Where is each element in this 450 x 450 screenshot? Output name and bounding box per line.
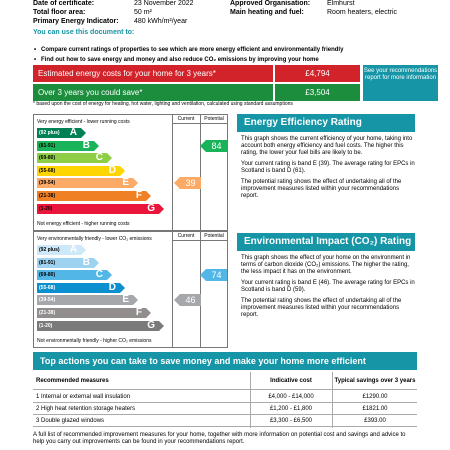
- measure-cost: £1,200 - £1,800: [269, 406, 313, 412]
- band-range: (1-20): [39, 322, 53, 329]
- band-arrow-tip: [159, 321, 164, 331]
- efficient-caption: Very energy efficient - lower running costs: [37, 119, 130, 125]
- band-f: [37, 308, 146, 318]
- intro-bullet: • Compare current ratings of properties to see which are more energy efficient and environmentally friendly: [41, 45, 343, 55]
- band-arrow-tip: [107, 153, 112, 163]
- band-c: [37, 153, 107, 163]
- column-divider: [200, 232, 201, 347]
- band-letter: C: [95, 152, 103, 164]
- intro-bullet: • Find out how to save energy and money and also reduce CO₂ emissions by improving your home: [41, 55, 343, 65]
- header-divider: [172, 240, 228, 241]
- energy-efficiency-heading: Energy Efficiency Rating: [237, 114, 415, 132]
- band-b: [37, 141, 94, 151]
- band-range: (39-54): [39, 180, 56, 187]
- current-rating-indicator: 39: [180, 177, 201, 189]
- band-letter: B: [82, 256, 90, 268]
- estimated-costs-label: Estimated energy costs for your home for 3 years*: [33, 65, 273, 82]
- potential-rating-indicator: 84: [206, 140, 227, 152]
- band-range: (69-80): [39, 272, 56, 279]
- energy-indicator-label: Primary Energy Indicator:: [33, 18, 119, 25]
- certificate-meta: [0, 0, 450, 27]
- band-letter: B: [82, 139, 90, 151]
- band-letter: F: [135, 190, 142, 201]
- band-f: [37, 191, 146, 201]
- header-cost: Indicative cost: [270, 378, 312, 384]
- recommendations-link[interactable]: See your recommendations report for more information: [363, 65, 438, 101]
- measure-cost: £3,300 - £6,500: [269, 418, 313, 424]
- band-e: [37, 178, 133, 188]
- band-arrow-tip: [120, 283, 125, 293]
- band-e: [37, 295, 133, 305]
- potential-header: Potential: [204, 116, 224, 122]
- band-range: (21-38): [39, 310, 56, 316]
- band-arrow-tip: [146, 191, 151, 201]
- estimated-costs-value: £4,794: [275, 65, 360, 82]
- band-g: [37, 321, 159, 331]
- current-rating-indicator: 46: [180, 294, 201, 306]
- unfriendly-caption: Not environmentally friendly - higher CO₂ emissions: [37, 338, 152, 344]
- band-letter: F: [135, 307, 142, 318]
- measure-savings: £393.00: [364, 418, 386, 424]
- savings-row: [33, 84, 361, 101]
- measure-cost: £4,000 - £14,000: [268, 394, 314, 400]
- table-row: [33, 391, 417, 403]
- ei-paragraph: Your current rating is band E (46). The average rating for EPCs in Scotland is band D (59).: [241, 280, 415, 293]
- band-arrow-tip: [94, 258, 99, 268]
- organisation-value: Elmhurst: [327, 0, 355, 7]
- floor-area-label: Total floor area:: [33, 9, 86, 16]
- band-range: (39-54): [39, 297, 56, 304]
- table-row: [33, 403, 417, 415]
- savings-label: Over 3 years you could save*: [33, 84, 273, 101]
- band-letter: A: [69, 244, 77, 255]
- inefficient-caption: Not energy efficient - higher running costs: [37, 221, 130, 227]
- measure-name: 2 High heat retention storage heaters: [36, 406, 136, 412]
- environmental-impact-text: [241, 255, 415, 323]
- band-range: (81-91): [39, 259, 56, 266]
- potential-header: Potential: [204, 233, 224, 239]
- column-divider: [172, 115, 173, 230]
- band-letter: A: [69, 127, 77, 138]
- date-label: Date of certificate:: [33, 0, 95, 7]
- floor-area-value: 50 m²: [134, 9, 152, 16]
- band-letter: D: [108, 164, 116, 176]
- header-savings: Typical savings over 3 years: [334, 378, 416, 384]
- table-row: [33, 415, 417, 427]
- band-d: [37, 166, 120, 176]
- band-range: (55-68): [39, 284, 56, 291]
- band-letter: G: [147, 202, 155, 214]
- band-letter: D: [108, 281, 116, 293]
- header-measures: Recommended measures: [36, 378, 109, 384]
- band-letter: C: [95, 269, 103, 281]
- measure-savings: £1290.00: [362, 394, 388, 400]
- band-arrow-tip: [133, 178, 138, 188]
- measure-name: 3 Double glazed windows: [36, 418, 105, 424]
- band-range: (1-20): [39, 205, 53, 212]
- ee-paragraph: The potential rating shows the effect of undertaking all of the improvement measures listed within your recommendations report.: [241, 179, 402, 199]
- band-d: [37, 283, 120, 293]
- date-value: 23 November 2022: [134, 0, 194, 7]
- band-arrow-tip: [81, 245, 86, 255]
- indicator-arrow-tip: [174, 177, 180, 189]
- measure-name: 1 Internal or external wall insulation: [36, 394, 131, 400]
- band-arrow-tip: [120, 166, 125, 176]
- ei-paragraph: This graph shows the effect of your home on the environment in terms of carbon dioxide (CO₂) emissions. The higher the rating, the less impact it has on the environment.: [241, 255, 411, 275]
- organisation-label: Approved Organisation:: [230, 0, 311, 7]
- energy-indicator-value: 480 kWh/m²/year: [134, 18, 188, 25]
- ee-paragraph: This graph shows the current efficiency of your home, taking into account both energy efficiency and fuel costs. The higher this rating, the lower your fuel bills are likely to be.: [241, 136, 413, 156]
- recommendations-footer: A full list of recommended improvement measures for your home, together with more information on potential cost and savings and advice to help you carry out improvements can be found in your recommendations report.: [33, 432, 406, 445]
- band-arrow-tip: [94, 141, 99, 151]
- band-range: (55-68): [39, 167, 56, 174]
- intro-heading: You can use this document to:: [33, 29, 135, 36]
- band-range: (21-38): [39, 193, 56, 199]
- band-range: (92 plus): [39, 247, 60, 253]
- energy-efficiency-chart: [33, 114, 228, 231]
- indicator-arrow-tip: [200, 140, 206, 152]
- band-arrow-tip: [133, 295, 138, 305]
- band-letter: E: [122, 177, 129, 189]
- band-c: [37, 270, 107, 280]
- ei-paragraph: The potential rating shows the effect of undertaking all of the improvement measures listed within your recommendations report.: [241, 298, 402, 318]
- intro-bullets: [41, 45, 343, 65]
- band-range: (81-91): [39, 142, 56, 149]
- top-actions-heading: Top actions you can take to save money and make your home more efficient: [33, 352, 417, 370]
- potential-rating-indicator: 74: [206, 269, 227, 281]
- band-arrow-tip: [159, 204, 164, 214]
- band-range: (69-80): [39, 155, 56, 162]
- band-arrow-tip: [146, 308, 151, 318]
- band-letter: E: [122, 294, 129, 306]
- header-divider: [172, 123, 228, 124]
- indicator-arrow-tip: [200, 269, 206, 281]
- estimated-costs-row: [33, 65, 361, 82]
- band-arrow-tip: [107, 270, 112, 280]
- current-header: Current: [177, 233, 195, 239]
- column-divider: [332, 372, 333, 428]
- band-range: (92 plus): [39, 130, 60, 136]
- savings-value: £3,504: [275, 84, 360, 101]
- band-a: [37, 128, 81, 138]
- costs-footnote: * based upon the cost of energy for heating, hot water, lighting and ventilation, calculated using standard assumptions: [33, 101, 293, 107]
- environmental-impact-chart: [33, 231, 228, 348]
- column-divider: [172, 232, 173, 347]
- energy-efficiency-text: [241, 136, 415, 204]
- band-letter: G: [147, 319, 155, 331]
- band-b: [37, 258, 94, 268]
- environmental-impact-heading: Environmental Impact (CO₂) Rating: [237, 233, 415, 251]
- column-divider: [200, 115, 201, 230]
- table-header: [33, 372, 417, 390]
- friendly-caption: Very environmentally friendly - lower CO₂ emissions: [37, 236, 152, 242]
- indicator-arrow-tip: [174, 294, 180, 306]
- column-divider: [250, 372, 251, 428]
- band-arrow-tip: [81, 128, 86, 138]
- band-g: [37, 204, 159, 214]
- heating-value: Room heaters, electric: [327, 9, 398, 16]
- measure-savings: £1821.00: [362, 406, 388, 412]
- heating-label: Main heating and fuel:: [230, 9, 304, 16]
- band-a: [37, 245, 81, 255]
- current-header: Current: [177, 116, 195, 122]
- ee-paragraph: Your current rating is band E (39). The average rating for EPCs in Scotland is band D (61).: [241, 161, 415, 174]
